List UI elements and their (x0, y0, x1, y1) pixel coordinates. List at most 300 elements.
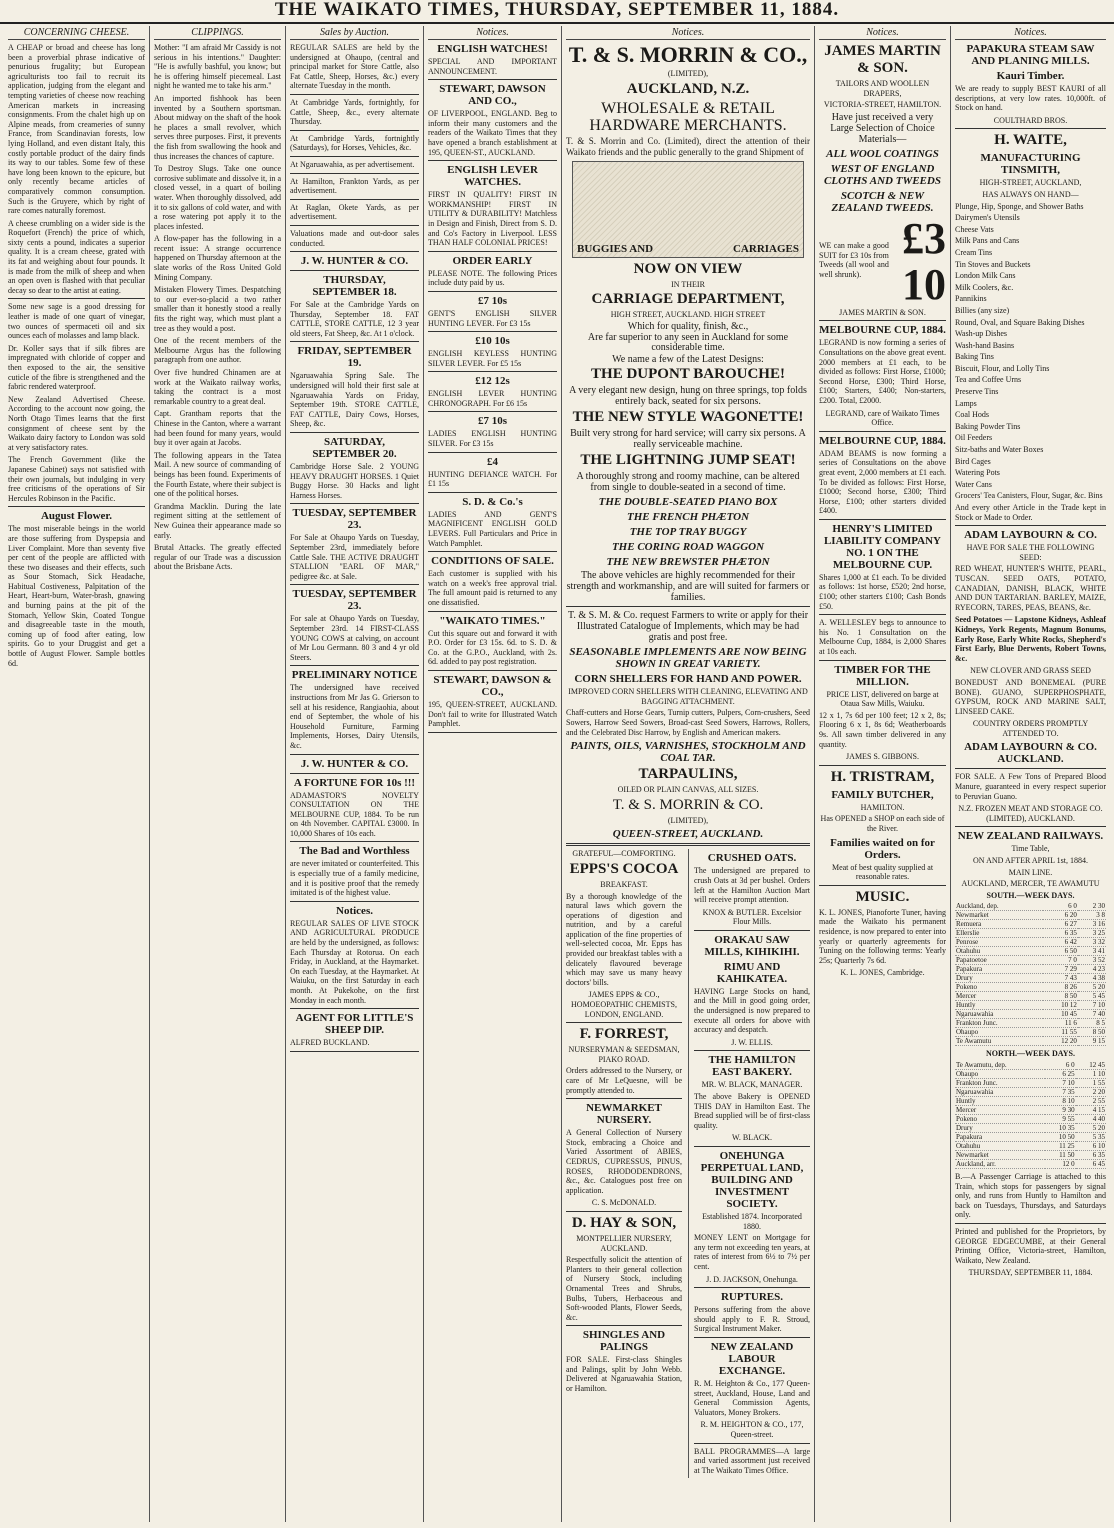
table-cell: 7 29 (1043, 965, 1078, 974)
table-cell: Otahuhu (955, 1142, 1045, 1151)
table-cell: Mercer (955, 1106, 1045, 1115)
column-cheese (4, 26, 150, 1522)
table-row (955, 902, 1106, 911)
henty-text: Shares 1,000 at £1 each. To be divided as follows: 1st horse, £520; 2nd horse, £100; other starters £100; Cash Bonds £50. (819, 572, 946, 611)
hay-heading: D. HAY & SON, (571, 1214, 677, 1231)
route: AUCKLAND, MERCER, TE AWAMUTU (961, 879, 1100, 889)
onehunga-text: MONEY LENT on Mortgage for any term not exceeding ten years, at rates of interest from 6½ to 7½ per cent. (694, 1233, 810, 1271)
above-text: The above vehicles are highly recommended for their strength and workmanship, and are will suited for farmers or families. (566, 570, 810, 604)
bakery-manager: MR. W. BLACK, MANAGER. (701, 1080, 803, 1090)
rimu-text: HAVING Large Stocks on hand, and the Mill in good going order, the undersigned is now prepared to execute all orders for above with accuracy and despatch. (694, 986, 810, 1035)
forrest-heading: F. FORREST, (579, 1026, 669, 1043)
table-cell: Ngaruawahia (955, 1088, 1045, 1097)
list-item: Milk Pans and Cans (955, 236, 1020, 246)
notice-heading: TUESDAY, SEPTEMBER 23. (292, 507, 417, 532)
table-cell: Papatoetoe (955, 956, 1043, 965)
crushed-heading: CRUSHED OATS. (707, 852, 797, 865)
tristram-heading: H. TRISTRAM, (830, 768, 935, 785)
section-title: Notices. (819, 26, 946, 40)
heighton-sig: R. M. HEIGHTON & CO., 177, Queen-street. (700, 1420, 804, 1439)
company-limited-2: (LIMITED), (667, 815, 709, 825)
lower-ads (566, 849, 810, 1478)
table-cell: 9 15 (1078, 1037, 1106, 1046)
list-item: Baking Powder Tins (955, 421, 1021, 431)
table-cell: 4 40 (1076, 1115, 1106, 1124)
scotch: SCOTCH & NEW ZEALAND TWEEDS. (831, 189, 934, 214)
notice-text: Cut this square out and forward it with P.O. Order for £3 15s. 6d. to S. D. & Co. at the G.P.O., Auckland, with 2s. 6d. added to pay post registration. (428, 628, 557, 667)
table-row (955, 983, 1106, 992)
notice-heading: STEWART, DAWSON AND CO., (439, 83, 546, 108)
notice-text: Valuations made and out-door sales conducted. (290, 228, 419, 248)
ball-text: BALL PROGRAMMES—A large and varied assortment just received at The Waikato Times Office. (694, 1446, 810, 1475)
table-row (955, 1070, 1106, 1079)
table-row (955, 938, 1106, 947)
table-cell: 11 6 (1043, 1019, 1078, 1028)
column-railways (951, 26, 1110, 1522)
newmarket-text: A General Collection of Nursery Stock, embracing a Choice and Varied Assortment of ABIES, CEDRUS, CUPRESSUS, PINUS, ROSES, RHODODENDRONS, &c., &c. Catalogues post free on application. (566, 1128, 682, 1195)
list-item: Wash-hand Basins (955, 340, 1015, 350)
suit-price: £3 10 (901, 213, 946, 309)
cut-label-left: BUGGIES AND (577, 242, 654, 255)
column-morrin (562, 26, 815, 1522)
in-their: IN THEIR (671, 279, 705, 289)
table-cell: 10 35 (1045, 1124, 1075, 1133)
paints-heading: PAINTS, OILS, VARNISHES, STOCKHOLM AND COAL TAR. (570, 740, 806, 765)
notice-heading: STEWART, DAWSON & CO., (433, 673, 552, 698)
jones-sig: K. L. JONES, Cambridge. (840, 968, 925, 978)
table-row (955, 1019, 1106, 1028)
notice-text: LADIES ENGLISH HUNTING SILVER. For £3 15s (428, 429, 557, 449)
notice-text: At Raglan, Okete Yards, as per advertisement. (290, 202, 419, 222)
coulthard-sig: COULTHARD BROS. (993, 115, 1068, 125)
table-cell: Frankton Junc. (955, 1019, 1043, 1028)
south-heading: SOUTH.—WEEK DAYS. (986, 890, 1075, 900)
table-cell: 4 23 (1078, 965, 1106, 974)
table-cell: 6 0 (1045, 1061, 1075, 1070)
section-title: Notices. (955, 26, 1106, 40)
laybourn-heading: ADAM LAYBOURN & CO. (964, 529, 1097, 542)
list-item: Biscuit, Flour, and Lolly Tins (955, 363, 1050, 373)
table-cell: Penrose (955, 938, 1043, 947)
table-cell: 6 0 (1043, 902, 1078, 911)
notice-heading: Notices. (336, 904, 373, 917)
notice-text: PLEASE NOTE. The following Prices include duty paid by us. (428, 268, 557, 288)
clipping: To Destroy Slugs. Take one ounce corrosive sublimate and dissolve it, in a closed vessel, in a quart of boiling water. When thoroughly dissolved, add it to six gallons of cold water, and with a rose watering pot apply it to the places infested. (154, 164, 281, 231)
wagonette-heading: THE NEW STYLE WAGONETTE! (572, 409, 804, 426)
notice-text: At Ngaruawahia, as per advertisement. (290, 159, 415, 169)
notice-text: For sale at Ohaupo Yards on Tuesday, September 23rd. 14 FIRST-CLASS YOUNG COWS at calving, on account of Mr Lou Germann. 80 3 and 4 yr old Steers. (290, 614, 419, 662)
table-cell: 10 45 (1043, 1010, 1078, 1019)
hamilton: HAMILTON. (860, 802, 905, 812)
butcher-heading: FAMILY BUTCHER, (831, 788, 934, 801)
table-row (955, 1124, 1106, 1133)
table-cell: Ohaupo (955, 1070, 1045, 1079)
list-item: London Milk Cans (955, 271, 1016, 281)
table-row (955, 929, 1106, 938)
notice-text: GENT'S ENGLISH SILVER HUNTING LEVER. For £3 15s (428, 308, 557, 328)
meat: Meat of best quality supplied at reasonable rates. (831, 862, 934, 882)
table-row (955, 911, 1106, 920)
table-row (955, 1151, 1106, 1160)
cut-label-right: CARRIAGES (732, 242, 799, 255)
notice-heading: SATURDAY, SEPTEMBER 20. (312, 436, 397, 461)
list-item: Grocers' Tea Canisters, Flour, Sugar, &c. Bins (955, 491, 1103, 501)
notice-heading: AGENT FOR LITTLE'S SHEEP DIP. (295, 1012, 414, 1037)
waite-heading: H. WAITE, (994, 132, 1067, 149)
table-cell: 1 10 (1076, 1070, 1106, 1079)
table-cell: 5 45 (1078, 992, 1106, 1001)
table-cell: 6 45 (1076, 1160, 1106, 1169)
table-cell: 2 30 (1078, 902, 1106, 911)
potatoes-text: Seed Potatoes — Lapstone Kidneys, Ashleaf Kidneys, York Regents, Magnum Bonums, Early Rose, Early White Rocks, Shepherd's First Early, Blue Derwents, Robert Towns, &c. (955, 615, 1106, 663)
table-cell: 10 50 (1045, 1133, 1075, 1142)
table-cell: Frankton Junc. (955, 1079, 1045, 1088)
table-cell: Auckland, arr. (955, 1160, 1045, 1169)
table-cell: Auckland, dep. (955, 902, 1043, 911)
which-text: Which for quality, finish, &c., (627, 320, 749, 332)
north-heading: NORTH.—WEEK DAYS. (986, 1049, 1075, 1059)
martin-sig: JAMES MARTIN & SON. (839, 307, 926, 317)
article-paragraph: Some new sage is a good dressing for leather is made of one quart of vinegar, two ounces of spermaceti oil and six ounces each of molasses and lamp black. (8, 302, 145, 341)
notice-heading: ENGLISH WATCHES! (437, 43, 548, 55)
list-item: Billies (any size) (955, 305, 1010, 315)
table-cell: 6 50 (1043, 947, 1078, 956)
clipping: A flow-paper has the following in a recent issue: A strange occurrence happened on Thursday afternoon at the slate works of the Ross United Gold Mining Company. (154, 234, 281, 282)
butcher-text: Has OPENED a SHOP on each side of the River. (820, 814, 945, 833)
notice-text: ALFRED BUCKLAND. (290, 1038, 370, 1048)
table-cell: 10 12 (1043, 1001, 1078, 1010)
imprint-date: THURSDAY, SEPTEMBER 11, 1884. (968, 1268, 1093, 1278)
tarpaulins-sub: OILED OR PLAIN CANVAS, ALL SIZES. (617, 785, 759, 795)
table-cell: Papakura (955, 965, 1043, 974)
barouche-text: A very elegant new design, hung on three springs, top folds entirely back, seated for six persons. (569, 385, 807, 408)
manure-text: FOR SALE. A Few Tons of Prepared Blood Manure, guaranteed in every respect superior to Peruvian Guano. (955, 772, 1106, 801)
section-title: Sales by Auction. (290, 26, 419, 40)
has-always: HAS ALWAYS ON HAND— (982, 189, 1079, 199)
table-cell: 6 27 (1043, 920, 1078, 929)
watch-notices (428, 43, 557, 733)
model-item: THE NEW BREWSTER PHÆTON (606, 556, 770, 569)
notice-text: ENGLISH LEVER HUNTING CHRONOGRAPH. For £6 15s (428, 389, 557, 408)
notice-heading: PRELIMINARY NOTICE (291, 669, 418, 682)
list-item: Water Cans (955, 479, 992, 489)
table-cell: Otahuhu (955, 947, 1043, 956)
table-cell: 6 10 (1076, 1142, 1106, 1151)
queen-street: QUEEN-STREET, AUCKLAND. (612, 828, 764, 841)
model-item: THE DOUBLE-SEATED PIANO BOX (598, 496, 778, 509)
knox-sig: KNOX & BUTLER. Excelsior Flour Mills. (702, 907, 802, 927)
north-timetable (955, 1061, 1106, 1169)
papakura-text: We are ready to supply BEST KAURI of all descriptions, at very low rates. 10,000ft. of Stock on hand. (955, 84, 1106, 113)
kauri-heading: Kauri Timber. (996, 70, 1065, 82)
section-title: Notices. (566, 26, 810, 40)
table-cell: 9 30 (1045, 1106, 1075, 1115)
cup2-heading: MELBOURNE CUP, 1884. (819, 434, 946, 447)
notice-text: ADAMASTOR'S NOVELTY CONSULTATION ON THE MELBOURNE CUP, 1884. To be run on 4th November. CAPITAL £3000. In 10,000 Shares of 10s each. (290, 790, 419, 838)
main-line: MAIN LINE. (1008, 867, 1053, 877)
cup2-text: ADAM BEAMS is now forming a series of Consultations on the above great event, 2,000 members at £1 each. To be divided as follows: First Horse, £1000; Second horse, £300; Third Horse, £100; other starters divided £400. (819, 448, 946, 516)
list-item: Wash-up Dishes (955, 329, 1008, 339)
table-cell: 3 32 (1078, 938, 1106, 947)
table-cell: 7 10 (1045, 1079, 1075, 1088)
table-cell: 11 55 (1043, 1028, 1078, 1037)
legrand-sig: LEGRAND, care of Waikato Times Office. (825, 408, 940, 428)
clipping: An imported fishhook has been invented by a Southern sportsman. About midway on the shaft of the hook he places a small revolver, which serves three purposes. First, it prevents the fish from swallowing the hook and thus increases the chances of capture. (154, 93, 281, 161)
timber-text: 12 x 1, 7s 6d per 100 feet; 12 x 2, 8s; Flooring 6 x 1, 8s 6d; Weatherboards 9s. All sawn timber delivered in any quantity. (819, 710, 946, 749)
music-text: K. L. JONES, Pianoforte Tuner, having made the Waikato his permanent residence, is now prepared to enter into yearly or quarterly agreements for Tuning on the following terms: Yearly 25s; Quarterly 7s 6d. (819, 907, 946, 965)
ellis-sig: J. W. ELLIS. (731, 1037, 773, 1047)
bakery-text: The above Bakery is OPENED THIS DAY in Hamilton East. The Bread supplied will be of first-class quality. (694, 1092, 810, 1130)
table-cell: 7 43 (1043, 974, 1078, 983)
list-item: Plunge, Hip, Sponge, and Shower Baths (955, 201, 1084, 211)
list-item: Dairymen's Utensils (955, 213, 1020, 223)
notice-text: Cambridge Horse Sale. 2 YOUNG HEAVY DRAUGHT HORSES. 1 Quiet Buggy Horse. 30 Hacks and light Harness Horses. (290, 462, 419, 500)
frozen-sig: N.Z. FROZEN MEAT AND STORAGE CO. (LIMITED), AUCKLAND. (958, 804, 1103, 823)
rupture-heading: RUPTURES. (720, 1291, 784, 1304)
table-cell: Remuera (955, 920, 1043, 929)
table-row (955, 965, 1106, 974)
notice-text: LADIES AND GENT'S MAGNIFICENT ENGLISH GOLD LEVERS. Full Particulars and Price in Watch Pamphlet. (428, 509, 557, 548)
table-cell: 9 55 (1045, 1115, 1075, 1124)
jump-seat-text: A thoroughly strong and roomy machine, can be altered from single to double-seated in a second of time. (576, 471, 800, 494)
suit-offer (819, 213, 946, 309)
company-name-2: T. & S. MORRIN & CO. (612, 796, 764, 813)
table-cell: 7 40 (1078, 1010, 1106, 1019)
name-few: We name a few of the Latest Designs: (612, 353, 764, 365)
martin-heading: JAMES MARTIN & SON. (824, 43, 941, 76)
table-cell: 4 38 (1078, 974, 1106, 983)
onehunga-heading: ONEHUNGA PERPETUAL LAND, BUILDING AND INVESTMENT SOCIETY. (700, 1150, 804, 1210)
table-cell: Pokeno (955, 983, 1043, 992)
rail-heading: NEW ZEALAND RAILWAYS. (957, 830, 1104, 843)
labour-text: R. M. Heighton & Co., 177 Queen-street, Auckland, House, Land and General Commission Agents, Valuators, Money Brokers. (694, 1378, 810, 1417)
list-item: Milk Coolers, &c. (955, 282, 1014, 292)
table-row (955, 1142, 1106, 1151)
table-row (955, 920, 1106, 929)
clover: NEW CLOVER AND GRASS SEED (970, 666, 1091, 676)
table-row (955, 1028, 1106, 1037)
notice-text: are never imitated or counterfeited. This is especially true of a family medicine, and it is positive proof that the remedy imitated is of the highest value. (290, 859, 419, 898)
table-row (955, 1115, 1106, 1124)
column-clippings (150, 26, 286, 1522)
bakery-heading: THE HAMILTON EAST BAKERY. (708, 1054, 796, 1079)
clipping: Capt. Grantham reports that the Chinese in the Canton, where a warrant had been found for many years, would buy it over again at Jacobs. (154, 409, 281, 448)
list-item: Preserve Tins (955, 387, 999, 397)
article-heading: August Flower. (40, 510, 113, 523)
column-auctions (286, 26, 424, 1522)
columns (4, 26, 1110, 1522)
clipping: The following appears in the Tatea Mail. A new source of commanding of beings has been found. Experiments of the Fourth Estate, where their subject is one of the political horses. (154, 450, 281, 499)
notice-text: ENGLISH KEYLESS HUNTING SILVER LEVER. For £5 15s (428, 349, 557, 368)
article-paragraph: A cheese crumbling on a wider side is the Roquefort (French) the price of which, sixty cents a pound, indicates a superior quality. It is a cream cheese, grated with its fat and weighing about four pounds. It is made from the milk of sheep and when an open oven is flashed with that peculiar decay so dear to the artist at eating. (8, 218, 145, 295)
model-item: THE TOP TRAY BUGGY (629, 526, 747, 539)
table-row (955, 1037, 1106, 1046)
table-cell: Ellerslie (955, 929, 1043, 938)
table-row (955, 1001, 1106, 1010)
table-cell: 7 35 (1045, 1088, 1075, 1097)
notice-heading: £7 10s (477, 415, 508, 428)
families: Families waited on for Orders. (830, 836, 935, 861)
jump-seat-heading: THE LIGHTNING JUMP SEAT! (580, 452, 796, 469)
list-item: Tin Stoves and Buckets (955, 259, 1031, 269)
carriage-dept: CARRIAGE DEPARTMENT, (591, 291, 785, 308)
barouche-heading: THE DUPONT BAROUCHE! (591, 366, 785, 383)
company-city: AUCKLAND, N.Z. (626, 80, 750, 97)
hay-sub: MONTPELLIER NURSERY, AUCKLAND. (576, 1233, 672, 1253)
shingles-text: FOR SALE. First-class Shingles and Palings, split by John Webb. Delivered at Ngaruawahia Station, or Hamilton. (566, 1355, 682, 1394)
table-cell: 6 25 (1045, 1070, 1075, 1079)
table-cell: 6 20 (1043, 911, 1078, 920)
table-row (955, 992, 1106, 1001)
table-cell: 8 50 (1043, 992, 1078, 1001)
table-cell: 5 20 (1076, 1124, 1106, 1133)
table-cell: Te Awamutu, dep. (955, 1061, 1045, 1070)
table-row (955, 974, 1106, 983)
notice-heading: £7 10s (477, 294, 508, 307)
table-cell: Newmarket (955, 911, 1043, 920)
article-paragraph: Dr. Koller says that if silk fibres are impregnated with chloride of copper and then exposed to the air, the sensitive cuticle of the fibre is strengthened and the fabric rendered waterproof. (8, 343, 145, 392)
section-title: CLIPPINGS. (154, 26, 281, 40)
cutters-text: Chaff-cutters and Horse Gears, Turnip cutters, Pulpers, Corn-crushers, Seed Sowers, Harrow Seed Sowers, Broad-cast Seed Sowers, Harrows, Rollers, and the Celebrated Disc Harrow, by English and American makers. (566, 708, 810, 737)
notice-heading: S. D. & Co.'s (462, 495, 523, 508)
timber-sub: PRICE LIST, delivered on barge at Otaua Saw Mills, Waiuku. (826, 689, 939, 709)
implements-text: T. & S. M. & Co. request Farmers to write or apply for their Illustrated Catalogue of Implements, which may be had gratis and post free. (567, 610, 809, 644)
notice-heading: J. W. HUNTER & CO. (300, 757, 409, 770)
table-cell: 3 41 (1078, 947, 1106, 956)
column-watches (424, 26, 562, 1522)
newmarket-heading: NEWMARKET NURSERY. (586, 1102, 662, 1127)
rail-note: B.—A Passenger Carriage is attached to this Train, which stops for passengers by signal only, and runs from Huntly to Hamilton and back on Tuesdays, Thursdays, and Saturdays only. (955, 1172, 1106, 1220)
west: WEST OF ENGLAND CLOTHS AND TWEEDS (824, 162, 941, 187)
article-paragraph: The most miserable beings in the world are those suffering from Dyspepsia and Liver Complaint. More than seventy five per cent of the people are afflicted with these two diseases and their effects, such as Sour Stomach, Sick Headache, Habitual Costiveness, Palpitation of the Heart, Heart-burn, Water-brash, gnawing and burning pains at the pit of the Stomach, Yellow Skin, Coated Tongue and disagreeable taste in the mouth, coming up of food after eating, low spirits. Go to your Druggist and get a bottle of August Flower. Sample bottles 6d. (8, 524, 145, 668)
section-title: Notices. (428, 26, 557, 40)
notice-heading: TUESDAY, SEPTEMBER 23. (292, 588, 417, 613)
south-timetable (955, 902, 1106, 1046)
table-cell: 8 10 (1045, 1097, 1075, 1106)
now-on-view: NOW ON VIEW (633, 260, 743, 277)
notice-text: OF LIVERPOOL, ENGLAND. Beg to inform their many customers and the readers of the Waikato Times that they have opened a branch establishment at 195, QUEEN-ST., AUCKLAND. (428, 109, 557, 157)
laybourn-sub: HAVE FOR SALE THE FOLLOWING SEED: (966, 543, 1095, 562)
tinsmith-heading: MANUFACTURING TINSMITH, (980, 152, 1081, 177)
list-item: Oil Feeders (955, 433, 993, 443)
article-paragraph: The French Government (like the Japanese Cabinet) says not satisfied with their own journals, but indulging in very free criticisms of the operations of Sir Hercules Robinson in the Pacific. (8, 455, 145, 503)
carriage-illustration (572, 161, 804, 258)
article-paragraph: New Zealand Advertised Cheese. According to the account now going, the North Otago Times learns that the first consignment of cheese sent by the Waikato dairy factory to London was sold at very satisfactory rates. (8, 394, 145, 452)
table-cell: 8 50 (1078, 1028, 1106, 1037)
notice-heading: The Bad and Worthless (299, 845, 410, 858)
table-cell: 7 0 (1043, 956, 1078, 965)
intro-text: T. & S. Morrin and Co. (Limited), direct the attention of their Waikato friends and the public generally to the grand Shipment of (566, 135, 810, 157)
clipping: Mistaken Flowery Times. Despatching to our ever-so-placid a two rather smaller than it honestly stood a really fits the right way, which must plant a tree as they would a post. (154, 285, 281, 333)
table-cell: Mercer (955, 992, 1043, 1001)
model-item: THE FRENCH PHÆTON (626, 511, 750, 524)
rupture-text: Persons suffering from the above should apply to F. R. Stroud, Surgical Instrument Maker. (694, 1305, 810, 1334)
table-cell: 12 20 (1043, 1037, 1078, 1046)
tarpaulins-heading: TARPAULINS, (638, 766, 738, 783)
received: Have just received a very Large Selection of Choice Materials— (830, 111, 935, 145)
notice-text: Each customer is supplied with his watch on a week's free approval trial. The full amount paid is returned to any one dissatisfied. (428, 569, 557, 607)
rail-date: ON AND AFTER APRIL 1st, 1884. (972, 856, 1089, 866)
table-cell: Pokeno (955, 1115, 1045, 1124)
grateful: GRATEFUL—COMFORTING. (572, 849, 676, 859)
corn-sub: IMPROVED CORN SHELLERS WITH CLEANING, ELEVATING AND BAGGING ATTACHMENT. (568, 687, 808, 706)
notice-heading: £10 10s (475, 335, 510, 348)
table-row (955, 1010, 1106, 1019)
gibbons-sig: JAMES S. GIBBONS. (846, 752, 919, 762)
notice-heading: THURSDAY, SEPTEMBER 18. (312, 274, 397, 299)
table-cell: Drury (955, 1124, 1045, 1133)
waite-item-list (955, 202, 1106, 501)
corn-heading: CORN SHELLERS FOR HAND AND POWER. (574, 673, 802, 686)
notice-heading: FRIDAY, SEPTEMBER 19. (297, 345, 412, 370)
superior-text: Are far superior to any seen in Auckland for some considerable time. (587, 332, 789, 353)
cup-text: LEGRAND is now forming a series of Consultations on the above great event. 2000 members at £1 each, to be divided as follows: First Horse, £1000; Second Horse, £300; Third Horse, £100; Starters, £400; Non-starters, £200. Total, £2000. (819, 338, 946, 405)
table-cell: 8 26 (1043, 983, 1078, 992)
notice-heading: £4 (487, 455, 498, 468)
table-cell: Ngaruawahia (955, 1010, 1043, 1019)
rail-sub: Time Table, (1011, 844, 1050, 854)
table-cell: Huntly (955, 1001, 1043, 1010)
victoria: VICTORIA-STREET, HAMILTON. (823, 100, 942, 110)
make-text: WE can make a good SUIT for £3 10s from Tweeds (all wool and well shrunk). (819, 241, 889, 279)
epps-sig: JAMES EPPS & CO., HOMOEOPATHIC CHEMISTS, LONDON, ENGLAND. (571, 990, 677, 1019)
list-item: Watering Pots (955, 468, 1000, 478)
cup-heading: MELBOURNE CUP, 1884. (819, 324, 946, 337)
article-paragraph: A CHEAP or broad and cheese has long been a proverbial phrase indicative of penurious frugality; but European agriculturists too fail to recruit its application, judging from the elegant and tempting varieties of cheese now reaching American markets in increasing consignments. From the chalet high up on Alpine meads, from creameries of sunny France, from Scandinavian forests, low lying Holland, and even distant Italy, this costly portable product of the dairy finds its way to our tables. Some few of these have long been known to the epicure, but only recently became articles of comparatively common consumption. Such is the Gruyere, which by right of rare comes naturally foremost. (8, 43, 145, 216)
list-item: Coal Hods (955, 410, 989, 420)
notice-text: REGULAR SALES OF LIVE STOCK AND AGRICULTURAL PRODUCE are held by the undersigned, as follows: Each Thursday at Rotorua. On each Friday, in Auckland, at the Haymarket. On each Tuesday, at the Haymarket. At Waiuku, on the first Saturday in each month. At Pukekohe, on the first Monday in each month. (290, 918, 419, 1005)
column-martin (815, 26, 951, 1522)
table-cell: 7 10 (1078, 1001, 1106, 1010)
lower-ads-left (566, 849, 682, 1478)
clipping: One of the recent members of the Melbourne Argus has the following paragraph from one author. (154, 336, 281, 365)
lower-ads-right (688, 849, 810, 1478)
model-item: THE CORING ROAD WAGGON (611, 541, 765, 554)
papakura-heading: PAPAKURA STEAM SAW AND PLANING MILLS. (966, 43, 1095, 67)
auction-notices (290, 43, 419, 1052)
table-row (955, 1061, 1106, 1070)
table-cell: 6 35 (1076, 1151, 1106, 1160)
wool: ALL WOOL COATINGS (826, 147, 939, 160)
high-street: HIGH-STREET, AUCKLAND, (979, 178, 1082, 188)
labour-heading: NEW ZEALAND LABOUR EXCHANGE. (710, 1340, 794, 1377)
list-item: Sitz-baths and Water Boxes (955, 445, 1044, 455)
rimu-heading: RIMU AND KAHIKATEA. (716, 960, 788, 985)
seeds-text: RED WHEAT, HUNTER'S WHITE, PEARL, TUSCAN. SEED OATS, POTATO, CANADIAN, DANISH, BLACK, WHITE AND DUN TARTARIAN. BARLEY, MAIZE, RYECORN, TARES, PEAS, BEANS, &c. (955, 564, 1106, 612)
table-row (955, 1133, 1106, 1142)
laybourn2: ADAM LAYBOURN & CO. AUCKLAND. (964, 741, 1097, 766)
notice-text: At Cambridge Yards, fortnightly, for Cattle, Sheep, &c., every alternate Thursday. (290, 97, 419, 127)
table-row (955, 1079, 1106, 1088)
table-cell: 3 8 (1078, 911, 1106, 920)
notice-text: At Hamilton, Frankton Yards, as per advertisement. (290, 176, 419, 196)
imprint: Printed and published for the Proprietors, by GEORGE EDGECUMBE, at their General Printing Office, Victoria-street, Hamilton, Waikato, New Zealand. (955, 1226, 1106, 1265)
list-item: Tea and Coffee Urns (955, 375, 1022, 385)
country-orders: COUNTRY ORDERS PROMPTLY ATTENDED TO. (972, 719, 1089, 738)
notice-text: REGULAR SALES are held by the undersigned at Ohaupo, (central and principal market for Store Cattle, also Fat Cattle, Sheep, Horses, &c.) every alternate Tuesday in the month. (290, 43, 419, 91)
notice-text: The undersigned have received instructions from Mr Jas G. Grierson to sell at his residence, Rangiaohia, about end of September, the whole of his Household Furniture, Farming Implements, Horses, Dairy Utensils, &c. (290, 683, 419, 750)
black-sig: W. BLACK. (732, 1133, 772, 1143)
seasonable-heading: SEASONABLE IMPLEMENTS ARE NOW BEING SHOWN IN GREAT VARIETY. (569, 646, 807, 671)
table-cell: Newmarket (955, 1151, 1045, 1160)
orakau-heading: ORAKAU SAW MILLS, KIHIKIHI. (704, 933, 800, 958)
notice-text: 195, QUEEN-STREET, AUCKLAND. Don't fail to write for Illustrated Watch Pamphlet. (428, 699, 557, 729)
epps-text: By a thorough knowledge of the natural laws which govern the operations of digestion and nutrition, and by a careful application of the fine properties of well-selected cocoa, Mr. Epps has provided our breakfast tables with a delicately flavoured beverage which may save us many heavy doctors' bills. (566, 891, 682, 987)
breakfast: BREAKFAST. (600, 879, 648, 889)
onehunga-established: Established 1874. Incorporated 1880. (702, 1212, 802, 1231)
table-cell: 3 16 (1078, 920, 1106, 929)
table-cell: Huntly (955, 1097, 1045, 1106)
